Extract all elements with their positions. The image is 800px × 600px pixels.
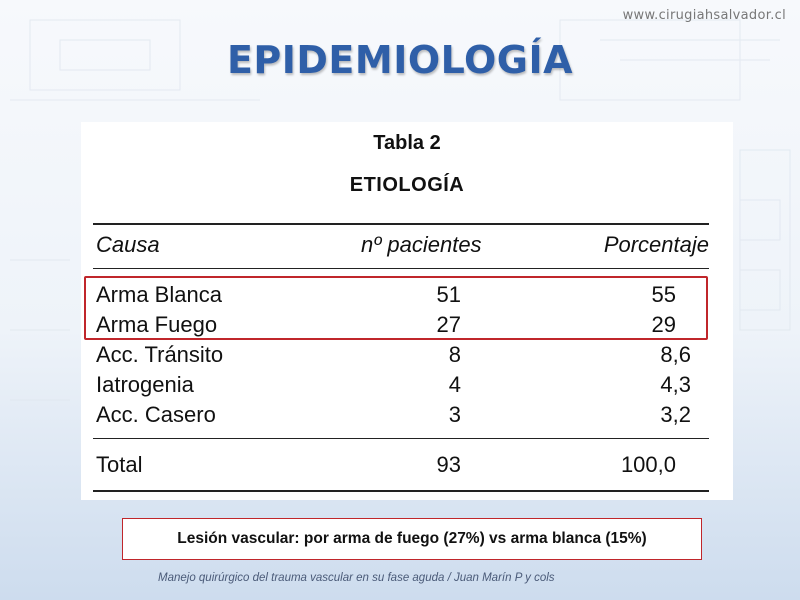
row-porcentaje: 29: [651, 312, 676, 337]
row-porcentaje: 4,3: [660, 372, 691, 397]
row-pacientes: 4: [448, 372, 461, 397]
row-pacientes: 51: [436, 282, 461, 307]
row-porcentaje: 55: [651, 282, 676, 307]
total-pacientes: 93: [436, 452, 461, 477]
slide-title: EPIDEMIOLOGÍA: [226, 38, 574, 82]
table-top-rule: [93, 223, 709, 225]
row-causa: Arma Blanca: [96, 282, 222, 307]
table-number: Tabla 2: [373, 132, 441, 154]
total-rule: [93, 438, 709, 439]
row-causa: Arma Fuego: [96, 312, 218, 337]
total-label: Total: [96, 452, 143, 477]
header-causa: Causa: [96, 232, 160, 257]
row-pacientes: 8: [448, 342, 461, 367]
total-porcentaje: 100,0: [620, 452, 676, 477]
row-causa: Acc. Tránsito: [96, 342, 224, 367]
row-porcentaje: 8,6: [660, 342, 691, 367]
vascular-injury-note: [122, 518, 702, 560]
table-title: ETIOLOGÍA: [349, 174, 465, 196]
row-causa: Acc. Casero: [96, 402, 216, 427]
header-pacientes: nº pacientes: [361, 232, 482, 257]
header-porcentaje: Porcentaje: [603, 232, 709, 257]
website-url: www.cirugiahsalvador.cl: [622, 8, 786, 23]
header-rule: [93, 268, 709, 269]
row-pacientes: 3: [448, 402, 461, 427]
table-bottom-rule: [93, 490, 709, 492]
etiology-table: [81, 122, 733, 500]
row-causa: Iatrogenia: [96, 372, 194, 397]
row-pacientes: 27: [436, 312, 461, 337]
citation: Manejo quirúrgico del trauma vascular en su fase aguda / Juan Marín P y cols: [158, 572, 555, 584]
row-porcentaje: 3,2: [660, 402, 691, 427]
note-text: Lesión vascular: por arma de fuego (27%) vs arma blanca (15%): [177, 530, 647, 547]
